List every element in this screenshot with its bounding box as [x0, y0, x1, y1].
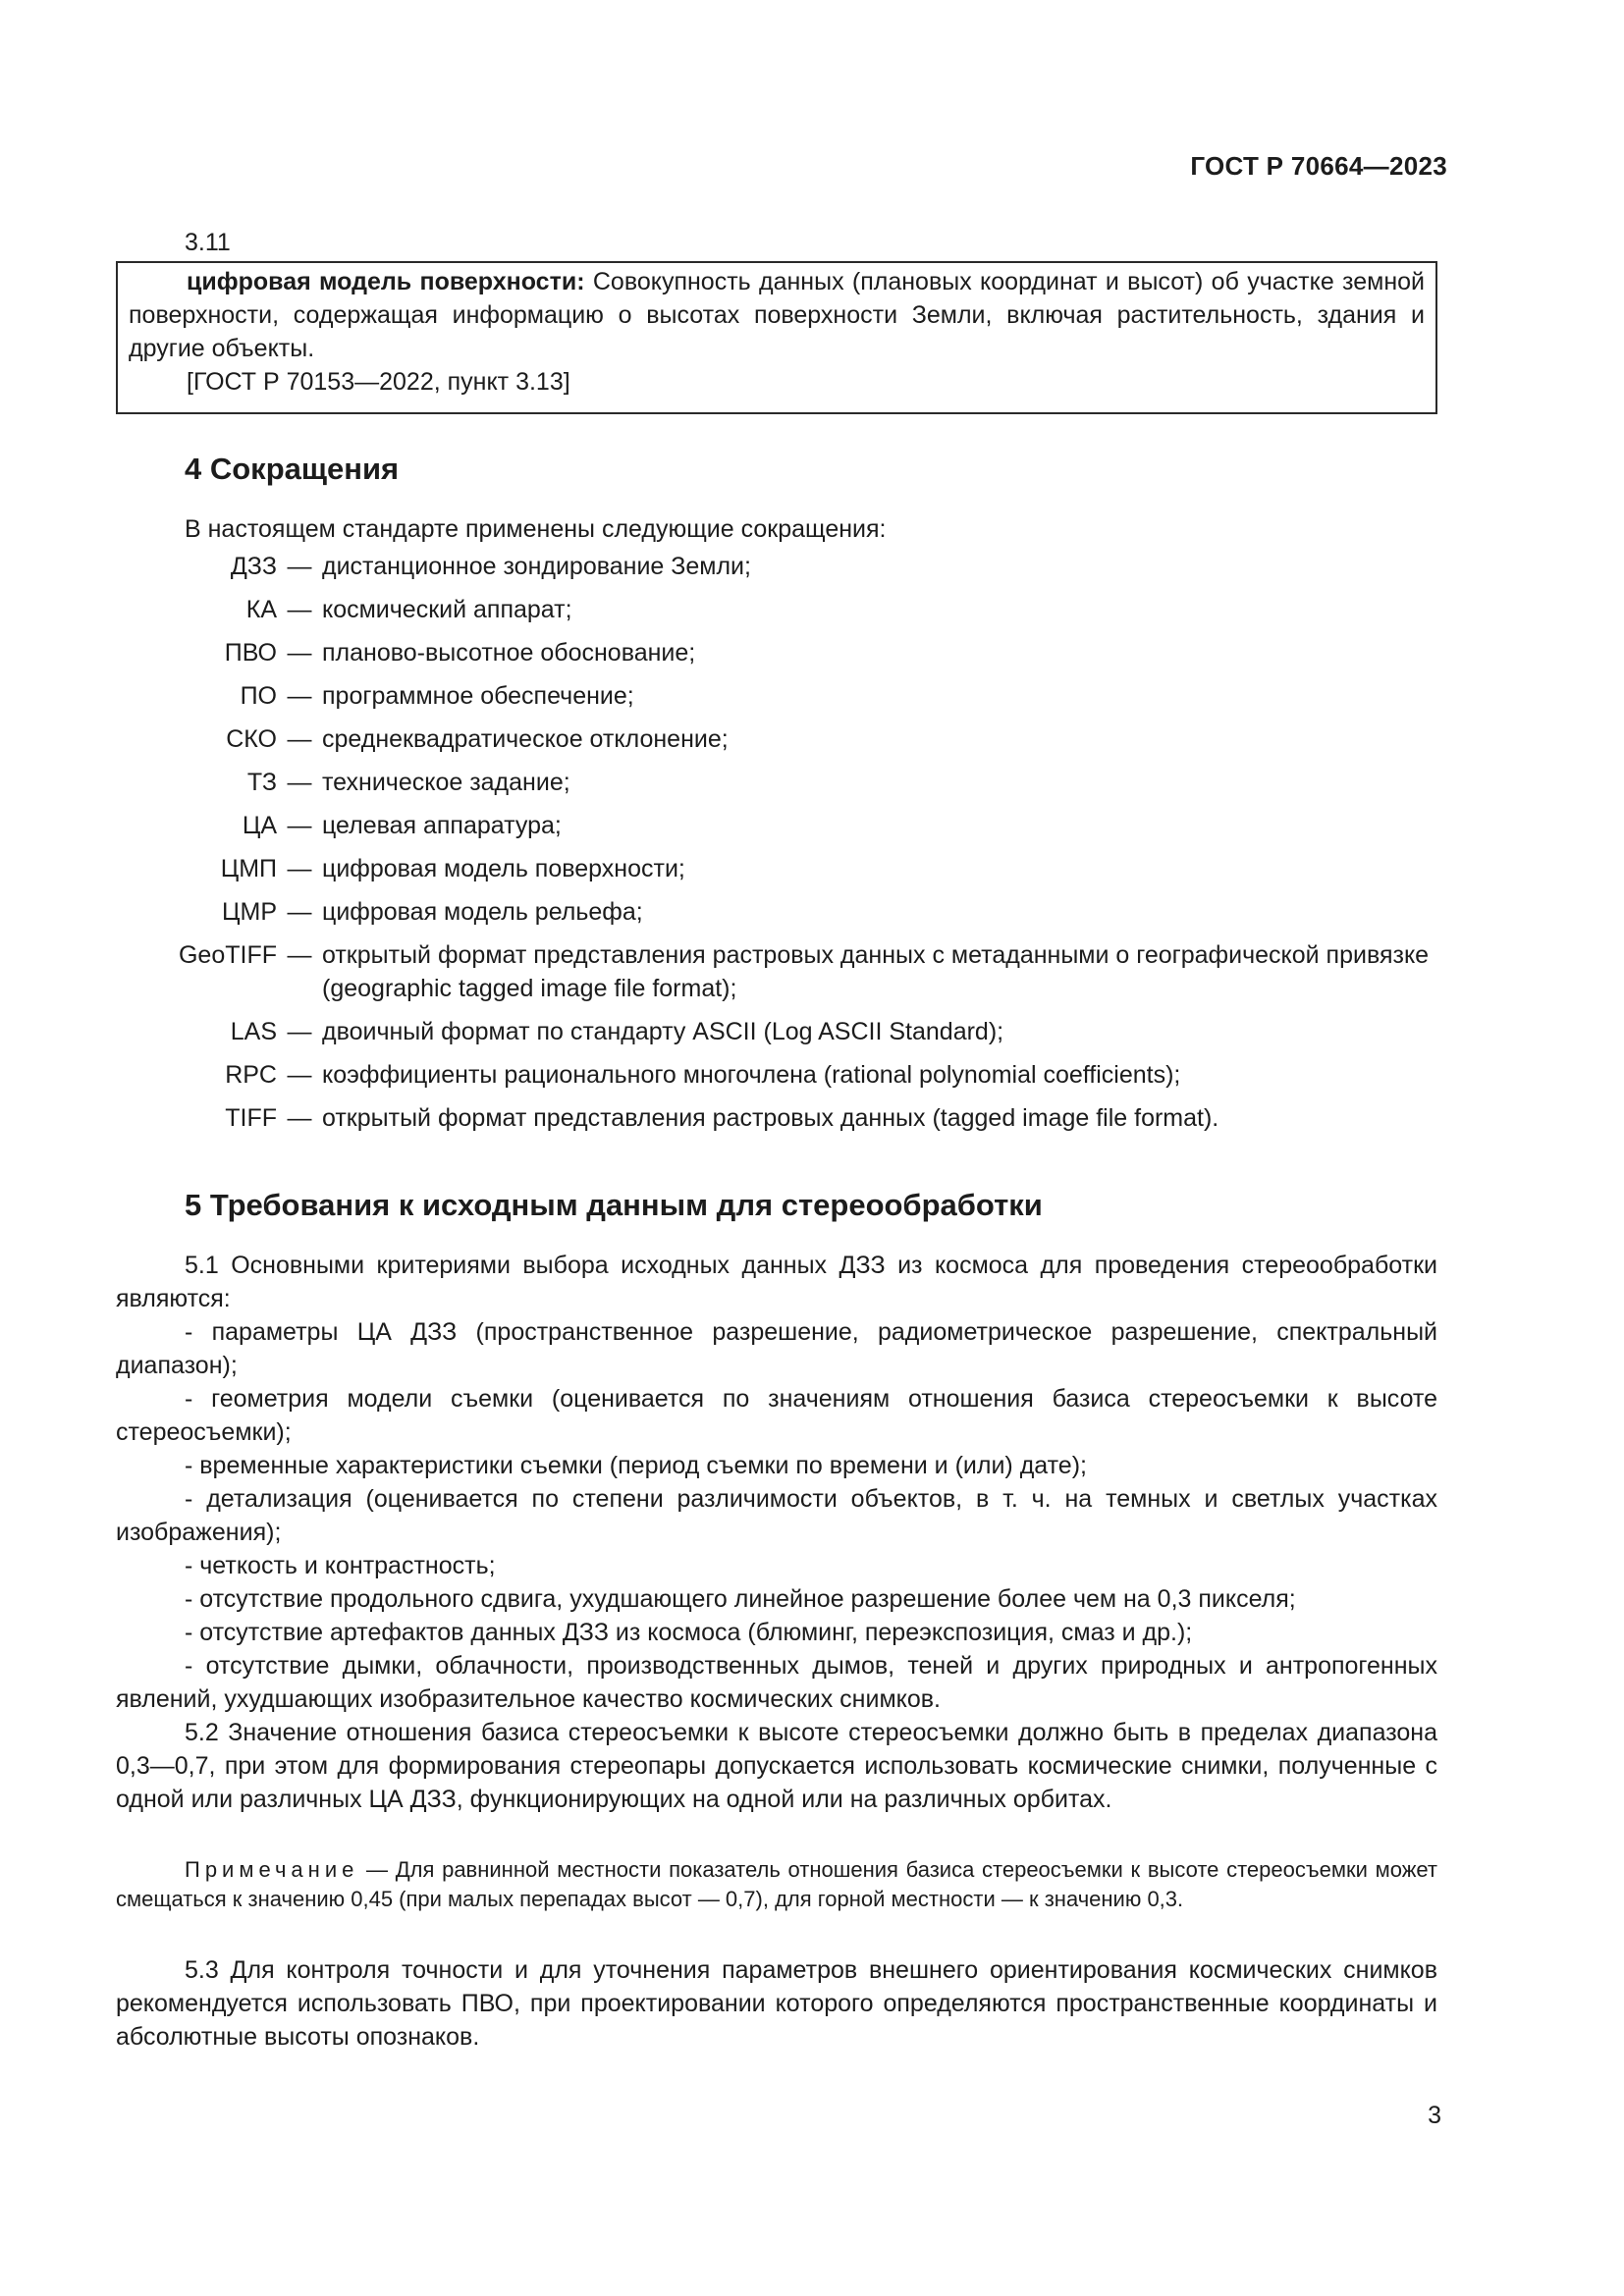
criteria-item: - параметры ЦА ДЗЗ (пространственное разрешение, радиометрическое разрешение, спектральный диапазон);	[116, 1318, 1437, 1379]
abbreviation-row	[116, 722, 1437, 756]
note-paragraph	[116, 1855, 1437, 1914]
abbreviation-row	[116, 550, 1437, 583]
abbreviation-term: ПВО	[224, 639, 277, 667]
abbreviation-dash: —	[287, 898, 312, 926]
abbreviation-row	[116, 895, 1437, 929]
abbreviation-term: СКО	[226, 725, 277, 753]
abbreviation-definition: коэффициенты рационального многочлена (rational polynomial coefficients);	[322, 1061, 1181, 1089]
term-definition: Совокупность данных (плановых координат и высот) об участке земной поверхности, содержащая информацию о высотах поверхности Земли, включая растительность, здания и другие объекты.	[129, 268, 1425, 362]
criteria-item: - четкость и контрастность;	[185, 1552, 496, 1579]
note-block	[116, 1855, 1437, 1914]
abbreviation-dash: —	[287, 596, 312, 623]
abbreviation-definition: дистанционное зондирование Земли;	[322, 553, 751, 580]
abbreviation-definition: цифровая модель поверхности;	[322, 855, 685, 882]
note-label: Примечание	[185, 1857, 359, 1882]
abbreviation-term: RPC	[225, 1061, 277, 1089]
paragraph-5-1: 5.1 Основными критериями выбора исходных данных ДЗЗ из космоса для проведения стереообработки являются:	[116, 1252, 1437, 1312]
abbreviation-row	[116, 809, 1437, 842]
abbreviation-term: LAS	[230, 1018, 277, 1045]
abbreviation-definition: открытый формат представления растровых данных (tagged image file format).	[322, 1104, 1219, 1132]
abbreviation-row	[116, 679, 1437, 713]
abbreviation-term: TIFF	[225, 1104, 277, 1132]
paragraph-5-2: 5.2 Значение отношения базиса стереосъемки к высоте стереосъемки должно быть в пределах диапазона 0,3—0,7, при этом для формирования стереопары допускается использовать космические снимки, полученные с одной или различных ЦА ДЗЗ, функционирующих на одной или на различных орбитах.	[116, 1719, 1437, 1813]
criteria-item: - временные характеристики съемки (период съемки по времени и (или) дате);	[185, 1452, 1087, 1479]
abbreviation-definition: техническое задание;	[322, 769, 570, 796]
term-paragraph	[129, 265, 1425, 365]
section-5-body-continued	[116, 1953, 1437, 2054]
abbreviation-term: ЦМП	[220, 855, 277, 882]
paragraph-5-3: 5.3 Для контроля точности и для уточнения параметров внешнего ориентирования космических снимков рекомендуется использовать ПВО, при проектировании которого определяются пространственные координаты и абсолютные высоты опознаков.	[116, 1956, 1437, 2051]
abbreviation-term: ПО	[240, 682, 277, 710]
abbreviation-term: GeoTIFF	[178, 941, 277, 969]
abbreviation-row	[116, 1101, 1437, 1135]
abbreviation-definition: целевая аппаратура;	[322, 812, 562, 839]
abbreviation-row	[116, 766, 1437, 799]
abbreviation-dash: —	[287, 855, 312, 882]
abbreviation-definition: открытый формат представления растровых данных с метаданными о географической привязке (geographic tagged image file format);	[322, 941, 1430, 1002]
page-number: 3	[1428, 2102, 1441, 2129]
abbreviation-definition: планово-высотное обоснование;	[322, 639, 696, 667]
abbreviation-term: ЦА	[242, 812, 277, 839]
criteria-item: - отсутствие продольного сдвига, ухудшающего линейное разрешение более чем на 0,3 пикселя;	[185, 1585, 1296, 1613]
abbreviation-term: ТЗ	[246, 769, 277, 796]
abbreviation-definition: космический аппарат;	[322, 596, 572, 623]
abbreviation-dash: —	[287, 639, 312, 667]
abbreviation-definition: цифровая модель рельефа;	[322, 898, 643, 926]
criteria-item: - отсутствие дымки, облачности, производственных дымов, теней и других природных и антропогенных явлений, ухудшающих изобразительное качество космических снимков.	[116, 1652, 1437, 1713]
abbreviation-row	[116, 636, 1437, 669]
abbreviation-term: ДЗЗ	[230, 553, 277, 580]
abbreviation-dash: —	[287, 1018, 312, 1045]
section-5-heading: 5 Требования к исходным данным для стереообработки	[185, 1188, 1043, 1222]
abbreviation-term: КА	[245, 596, 277, 623]
criteria-item: - геометрия модели съемки (оценивается по значениям отношения базиса стереосъемки к высоте стереосъемки);	[116, 1385, 1437, 1446]
abbreviation-dash: —	[287, 682, 312, 710]
abbreviation-dash: —	[287, 1104, 312, 1132]
term-source: [ГОСТ Р 70153—2022, пункт 3.13]	[187, 368, 570, 396]
standard-code-header: ГОСТ Р 70664—2023	[1190, 151, 1447, 181]
section-4-heading: 4 Сокращения	[185, 452, 400, 486]
abbreviation-term: ЦМР	[222, 898, 277, 926]
abbreviation-row	[116, 593, 1437, 626]
abbreviation-dash: —	[287, 769, 312, 796]
abbreviation-row	[116, 1015, 1437, 1048]
criteria-item: - отсутствие артефактов данных ДЗЗ из космоса (блюминг, переэкспозиция, смаз и др.);	[185, 1619, 1193, 1646]
abbreviation-row	[116, 938, 1437, 1005]
abbreviation-definition: двоичный формат по стандарту ASCII (Log ASCII Standard);	[322, 1018, 1004, 1045]
abbreviation-row	[116, 852, 1437, 885]
abbreviation-dash: —	[287, 725, 312, 753]
term-definition-box	[116, 261, 1437, 414]
abbreviation-definition: программное обеспечение;	[322, 682, 634, 710]
abbreviation-dash: —	[287, 941, 312, 969]
abbreviation-dash: —	[287, 553, 312, 580]
term-name: цифровая модель поверхности:	[187, 268, 585, 295]
note-text: — Для равнинной местности показатель отношения базиса стереосъемки к высоте стереосъемки может смещаться к значению 0,45 (при малых перепадах высот — 0,7), для горной местности — к значению 0,3.	[116, 1857, 1437, 1911]
abbreviations-list	[116, 550, 1437, 1145]
term-number: 3.11	[185, 229, 231, 256]
abbreviation-dash: —	[287, 812, 312, 839]
abbreviation-definition: среднеквадратическое отклонение;	[322, 725, 729, 753]
section-5-body	[116, 1249, 1437, 1816]
abbreviation-row	[116, 1058, 1437, 1092]
abbreviation-dash: —	[287, 1061, 312, 1089]
criteria-item: - детализация (оценивается по степени различимости объектов, в т. ч. на темных и светлых участках изображения);	[116, 1485, 1437, 1546]
abbreviations-intro: В настоящем стандарте применены следующие сокращения:	[185, 515, 887, 543]
